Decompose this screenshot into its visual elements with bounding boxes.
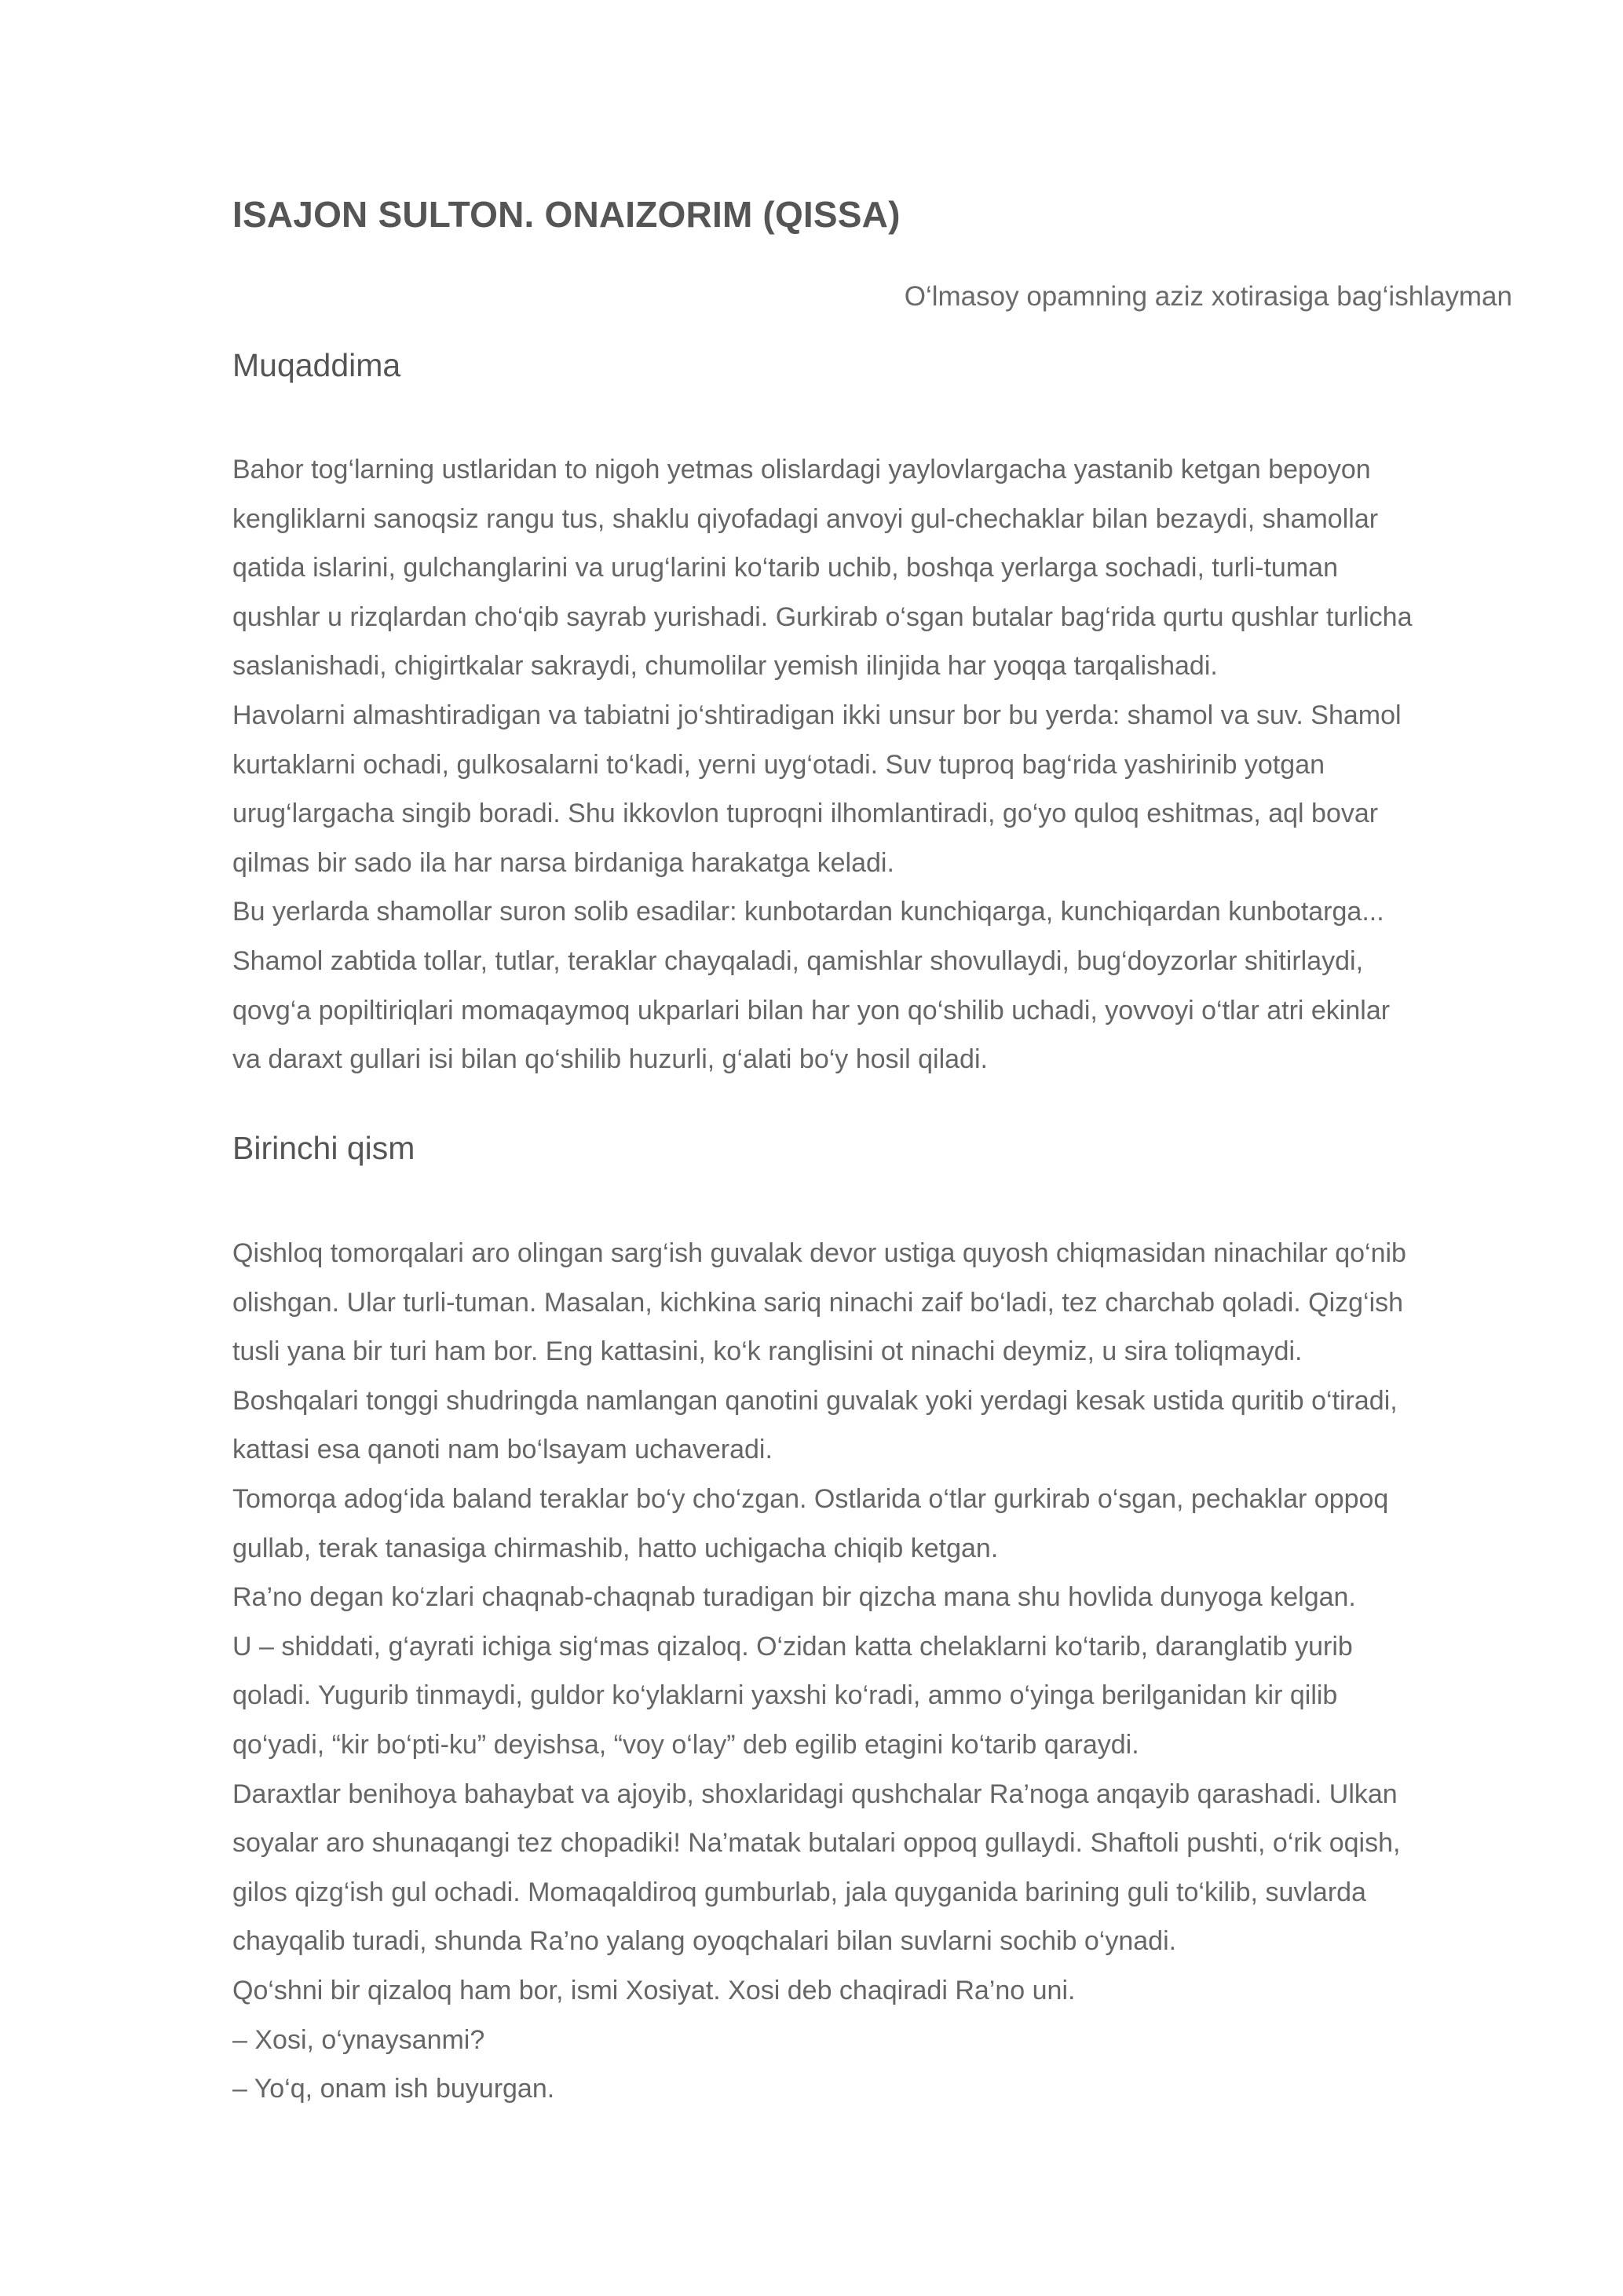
- text-line: kengliklarni sanoqsiz rangu tus, shaklu qiyofadagi anvoyi gul-chechaklar bilan bezaydi, shamollar: [232, 503, 1379, 534]
- section-body-muqaddima: [232, 445, 1520, 1084]
- text-line: soyalar aro shunaqangi tez chopadiki! Na’matak butalari oppoq gullaydi. Shaftoli pushti, o‘rik oqish,: [232, 1828, 1401, 1859]
- document-title: ISAJON SULTON. ONAIZORIM (QISSA): [232, 194, 901, 235]
- dedication: O‘lmasoy opamning aziz xotirasiga bag‘ishlayman: [904, 281, 1512, 312]
- text-line: chayqalib turadi, shunda Ra’no yalang oyoqchalari bilan suvlarni sochib o‘ynadi.: [232, 1926, 1177, 1957]
- text-line: – Xosi, o‘ynaysanmi?: [232, 2024, 485, 2055]
- text-line: qoladi. Yugurib tinmaydi, guldor ko‘ylaklarni yaxshi ko‘radi, ammo o‘yinga berilganidan kir qilib: [232, 1680, 1338, 1711]
- text-line: qovg‘a popiltiriqlari momaqaymoq ukparlari bilan har yon qo‘shilib uchadi, yovvoyi o‘tlar atri ekinlar: [232, 995, 1391, 1026]
- text-line: qo‘yadi, “kir bo‘pti-ku” deyishsa, “voy o‘lay” deb egilib etagini ko‘tarib qaraydi.: [232, 1729, 1139, 1760]
- section-heading-muqaddima: Muqaddima: [232, 347, 401, 383]
- text-line: gilos qizg‘ish gul ochadi. Momaqaldiroq gumburlab, jala quyganida barining guli to‘kilib, suvlarda: [232, 1877, 1366, 1907]
- text-line: saslanishadi, chigirtkalar sakraydi, chumolilar yemish ilinjida har yoqqa tarqalishadi.: [232, 651, 1218, 682]
- text-line: Bahor tog‘larning ustlaridan to nigoh yetmas olislardagi yaylovlargacha yastanib ketgan bepoyon: [232, 455, 1371, 484]
- text-line: tusli yana bir turi ham bor. Eng kattasini, ko‘k ranglisini ot ninachi deymiz, u sira toliqmaydi.: [232, 1336, 1303, 1367]
- text-line: kattasi esa qanoti nam bo‘lsayam uchaveradi.: [232, 1435, 773, 1465]
- text-line: Qishloq tomorqalari aro olingan sarg‘ish guvalak devor ustiga quyosh chiqmasidan ninachilar qo‘nib: [232, 1238, 1406, 1268]
- section-heading-birinchi-qism: Birinchi qism: [232, 1130, 415, 1166]
- text-line: qushlar u rizqlardan cho‘qib sayrab yurishadi. Gurkirab o‘sgan butalar bag‘rida qurtu qushlar turlicha: [232, 601, 1413, 632]
- text-line: Daraxtlar benihoya bahaybat va ajoyib, shoxlaridagi qushchalar Ra’noga anqayib qarashadi. Ulkan: [232, 1779, 1398, 1809]
- text-line: Ra’no degan ko‘zlari chaqnab-chaqnab turadigan bir qizcha mana shu hovlida dunyoga kelgan.: [232, 1582, 1356, 1613]
- text-line: Tomorqa adog‘ida baland teraklar bo‘y cho‘zgan. Ostlarida o‘tlar gurkirab o‘sgan, pechaklar oppoq: [232, 1483, 1389, 1514]
- text-line: Havolarni almashtiradigan va tabiatni jo‘shtiradigan ikki unsur bor bu yerda: shamol va suv. Shamol: [232, 700, 1402, 730]
- section-body-birinchi-qism: [232, 1229, 1520, 2114]
- text-line: olishgan. Ular turli-tuman. Masalan, kichkina sariq ninachi zaif bo‘ladi, tez charchab qoladi. Qizg‘ish: [232, 1287, 1404, 1318]
- text-line: Boshqalari tonggi shudringda namlangan qanotini guvalak yoki yerdagi kesak ustida quritib o‘tiradi,: [232, 1385, 1398, 1416]
- text-line: gullab, terak tanasiga chirmashib, hatto uchigacha chiqib ketgan.: [232, 1533, 999, 1563]
- text-line: kurtaklarni ochadi, gulkosalarni to‘kadi, yerni uyg‘otadi. Suv tuproq bag‘rida yashirinib yotgan: [232, 749, 1325, 780]
- text-line: Shamol zabtida tollar, tutlar, teraklar chayqaladi, qamishlar shovullaydi, bug‘doyzorlar shitirlaydi,: [232, 945, 1364, 976]
- text-line: U – shiddati, g‘ayrati ichiga sig‘mas qizaloq. O‘zidan katta chelaklarni ko‘tarib, daranglatib yurib: [232, 1631, 1353, 1662]
- text-line: qatida islarini, gulchanglarini va urug‘larini ko‘tarib uchib, boshqa yerlarga sochadi, turli-tuman: [232, 553, 1338, 583]
- text-line: va daraxt gullari isi bilan qo‘shilib huzurli, g‘alati bo‘y hosil qiladi.: [232, 1044, 988, 1075]
- text-line: qilmas bir sado ila har narsa birdaniga harakatga keladi.: [232, 847, 894, 878]
- text-line: Bu yerlarda shamollar suron solib esadilar: kunbotardan kunchiqarga, kunchiqardan kunbotarga...: [232, 897, 1384, 927]
- text-line: – Yo‘q, onam ish buyurgan.: [232, 2074, 555, 2104]
- text-line: Qo‘shni bir qizaloq ham bor, ismi Xosiyat. Xosi deb chaqiradi Ra’no uni.: [232, 1975, 1076, 2005]
- text-line: urug‘largacha singib boradi. Shu ikkovlon tuproqni ilhomlantiradi, go‘yo quloq eshitmas, aql bovar: [232, 799, 1379, 829]
